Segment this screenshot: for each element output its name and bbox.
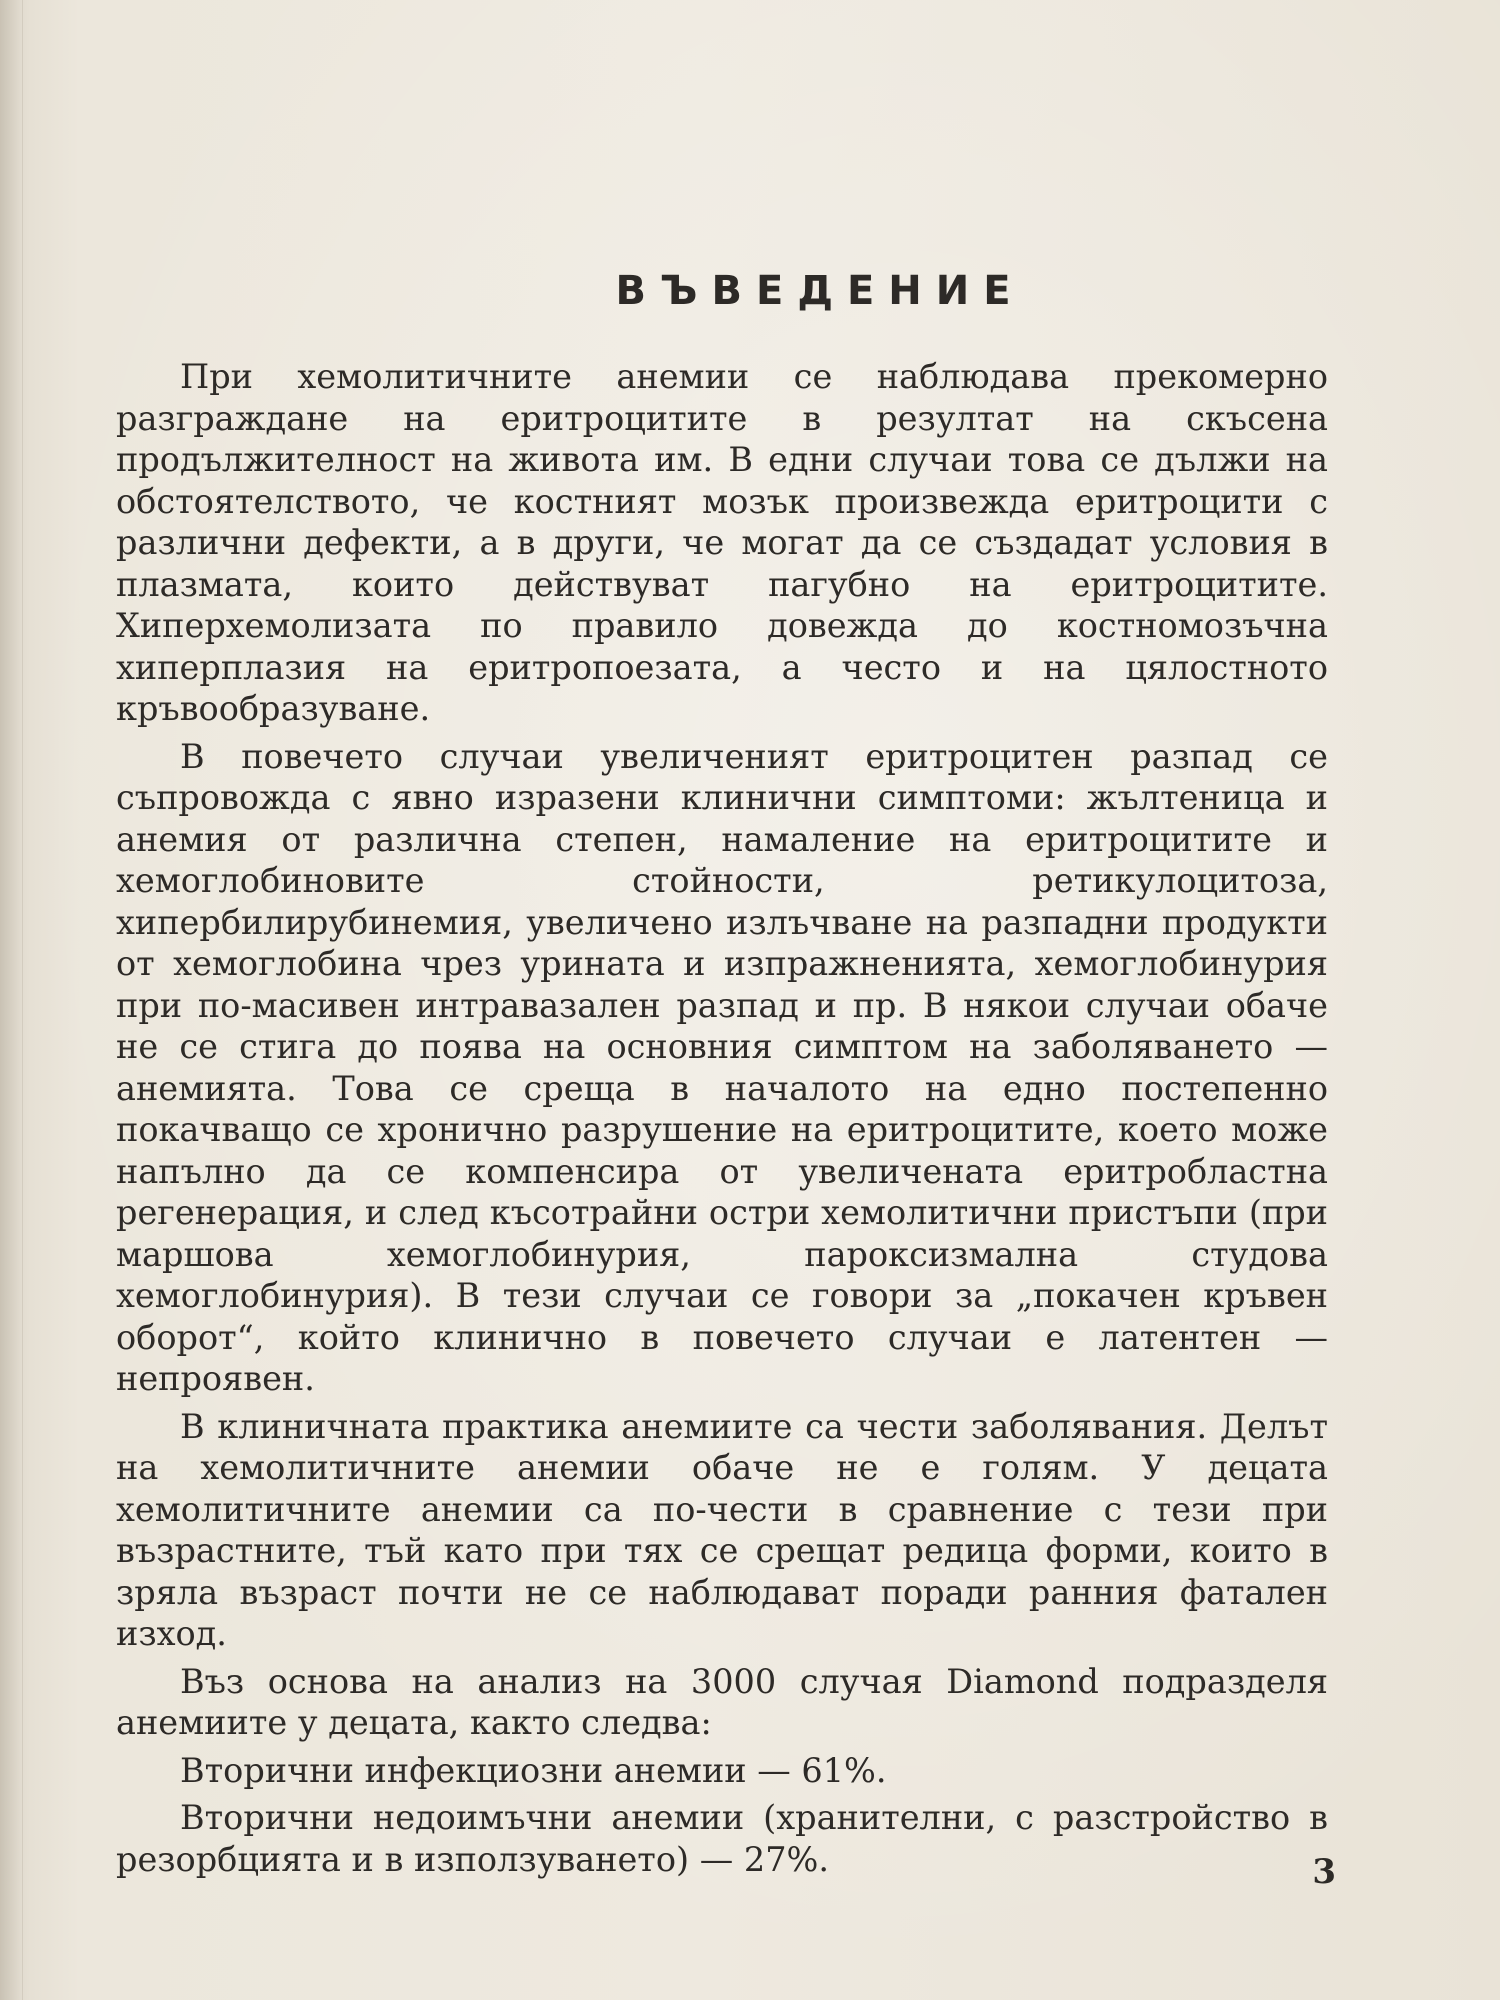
page-number: 3	[1312, 1852, 1336, 1892]
paragraph-intro: При хемолитичните анемии се наблюдава прекомерно разграждане на еритроцитите в резултат на скъсена продължителност на живота им. В едни случаи това се дължи на обстоятелството, че костният мозък произвежда еритроцити с различни дефекти, а в други, че могат да се създадат условия в плазмата, които действуват пагубно на еритроцитите. Хиперхемолизата по правило довежда до костномозъчна хиперплазия на еритропоезата, а често и на цялостното кръвообразуване.	[116, 357, 1328, 728]
list-item-infectious-anemias: Вторични инфекциозни анемии — 61%.	[180, 1750, 887, 1790]
paragraph-clinical-practice: В клиничната практика анемиите са чести заболявания. Делът на хемолитичните анемии обаче не е голям. У децата хемолитичните анемии са по-чести в сравнение с тези при възрастните, тъй като при тях се срещат редица форми, които в зряла възраст почти не се наблюдават поради ранния фатален изход.	[116, 1406, 1328, 1653]
chapter-title: ВЪВЕДЕНИЕ	[615, 268, 1025, 314]
paragraph-symptoms: В повечето случаи увеличеният еритроцитен разпад се съпровожда с явно изразени клинични симптоми: жълтеница и анемия от различна степен, намаление на еритроцитите и хемоглобиновите стойности, ретикулоцитоза, хипербилирубинемия, увеличено излъчване на разпадни продукти от хемоглобина чрез урината и изпражненията, хемоглобинурия при по-масивен интравазален разпад и пр. В някои случаи обаче не се стига до поява на основния симптом на заболяването — анемията. Това се среща в началото на едно постепенно покачващо се хронично разрушение на еритроцитите, което може напълно да се компенсира от увеличената еритробластна регенерация, и след късотрайни остри хемолитични пристъпи (при маршова хемоглобинурия, пароксизмална студова хемоглобинурия). В тези случаи се говори за „покачен кръвен оборот“, който клинично в повечето случаи е латентен — непроявен.	[116, 736, 1328, 1398]
paragraph-diamond-classification: Въз основа на анализ на 3000 случая Diamond подразделя анемиите у децата, както следва:	[116, 1661, 1328, 1742]
list-item-deficiency-anemias: Вторични недоимъчни анемии (хранителни, с разстройство в резорбцията и в използуването) — 27%.	[116, 1798, 1328, 1879]
chapter-body	[116, 356, 1328, 1886]
